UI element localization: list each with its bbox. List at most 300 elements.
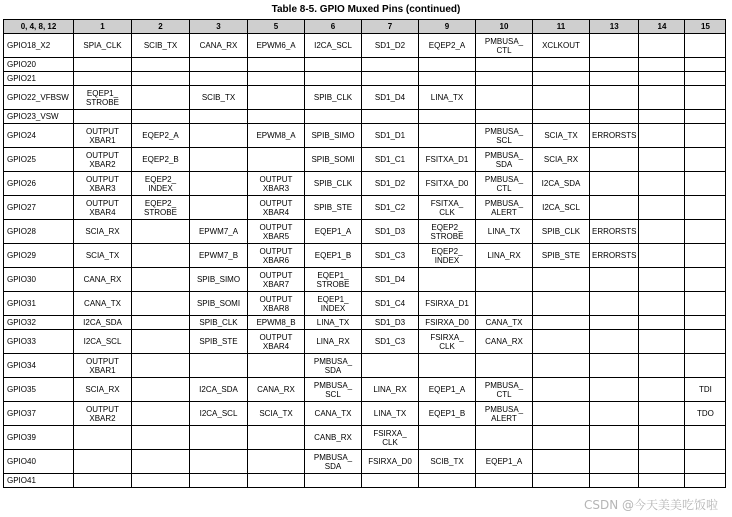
mux-function-cell: SCIA_TX xyxy=(74,244,132,268)
mux-function-cell xyxy=(590,450,639,474)
mux-function-cell: SCIB_TX xyxy=(419,450,476,474)
mux-function-cell: PMBUSA_ CTL xyxy=(476,172,533,196)
pin-name-cell: GPIO24 xyxy=(4,124,74,148)
mux-function-cell xyxy=(248,110,305,124)
mux-function-cell: FSIRXA_D1 xyxy=(419,292,476,316)
table-row xyxy=(4,474,726,488)
pin-name-cell: GPIO31 xyxy=(4,292,74,316)
mux-function-cell xyxy=(685,148,726,172)
mux-function-cell xyxy=(362,474,419,488)
table-row xyxy=(4,58,726,72)
watermark: CSDN @今天美美吃饭啦 xyxy=(583,498,718,512)
mux-function-cell: OUTPUT XBAR7 xyxy=(248,268,305,292)
mux-function-cell xyxy=(533,316,590,330)
table-row xyxy=(4,244,726,268)
mux-function-cell: SCIA_RX xyxy=(74,378,132,402)
mux-function-cell: SD1_D4 xyxy=(362,86,419,110)
column-header: 14 xyxy=(639,20,685,34)
mux-function-cell xyxy=(132,316,190,330)
mux-function-cell xyxy=(639,220,685,244)
mux-function-cell xyxy=(590,34,639,58)
mux-function-cell xyxy=(132,378,190,402)
mux-function-cell xyxy=(476,474,533,488)
mux-function-cell xyxy=(132,86,190,110)
mux-function-cell: PMBUSA_ ALERT xyxy=(476,402,533,426)
mux-function-cell xyxy=(74,450,132,474)
mux-function-cell xyxy=(639,124,685,148)
mux-function-cell: SCIB_TX xyxy=(190,86,248,110)
column-header: 1 xyxy=(74,20,132,34)
mux-function-cell xyxy=(248,450,305,474)
mux-function-cell: TDO xyxy=(685,402,726,426)
mux-function-cell: I2CA_SCL xyxy=(305,34,362,58)
mux-function-cell xyxy=(533,72,590,86)
mux-function-cell xyxy=(639,72,685,86)
mux-function-cell: PMBUSA_ ALERT xyxy=(476,196,533,220)
mux-function-cell: PMBUSA_ SDA xyxy=(476,148,533,172)
mux-function-cell xyxy=(419,58,476,72)
mux-function-cell xyxy=(533,330,590,354)
mux-function-cell xyxy=(590,474,639,488)
mux-function-cell: OUTPUT XBAR1 xyxy=(74,354,132,378)
mux-function-cell xyxy=(590,378,639,402)
mux-function-cell: SCIA_RX xyxy=(74,220,132,244)
mux-function-cell: I2CA_SDA xyxy=(74,316,132,330)
mux-function-cell: I2CA_SCL xyxy=(74,330,132,354)
mux-function-cell xyxy=(590,354,639,378)
mux-function-cell: FSIRXA_D0 xyxy=(419,316,476,330)
pin-name-cell: GPIO26 xyxy=(4,172,74,196)
mux-function-cell: SD1_C1 xyxy=(362,148,419,172)
mux-function-cell: OUTPUT XBAR1 xyxy=(74,124,132,148)
mux-function-cell xyxy=(476,292,533,316)
mux-function-cell: CANA_TX xyxy=(305,402,362,426)
mux-function-cell: EQEP1_B xyxy=(419,402,476,426)
pin-name-cell: GPIO27 xyxy=(4,196,74,220)
mux-function-cell: EQEP2_B xyxy=(132,148,190,172)
mux-function-cell xyxy=(190,58,248,72)
mux-function-cell xyxy=(639,330,685,354)
mux-function-cell xyxy=(419,110,476,124)
pin-name-cell: GPIO41 xyxy=(4,474,74,488)
mux-function-cell xyxy=(74,474,132,488)
mux-function-cell: EQEP1_ INDEX xyxy=(305,292,362,316)
mux-function-cell xyxy=(132,330,190,354)
mux-function-cell xyxy=(533,268,590,292)
mux-function-cell: SPIB_STE xyxy=(305,196,362,220)
mux-function-cell: EQEP1_B xyxy=(305,244,362,268)
mux-function-cell: EQEP1_ STROBE xyxy=(305,268,362,292)
mux-function-cell: PMBUSA_ CTL xyxy=(476,34,533,58)
mux-function-cell xyxy=(639,34,685,58)
mux-function-cell xyxy=(362,72,419,86)
mux-function-cell: CANA_TX xyxy=(74,292,132,316)
mux-function-cell: SCIA_RX xyxy=(533,148,590,172)
mux-function-cell xyxy=(590,196,639,220)
mux-function-cell: CANA_RX xyxy=(74,268,132,292)
mux-function-cell xyxy=(639,58,685,72)
mux-function-cell xyxy=(590,268,639,292)
mux-function-cell xyxy=(419,268,476,292)
mux-function-cell xyxy=(685,172,726,196)
mux-function-cell xyxy=(639,148,685,172)
mux-function-cell: OUTPUT XBAR6 xyxy=(248,244,305,268)
column-header: 13 xyxy=(590,20,639,34)
pin-name-cell: GPIO23_VSW xyxy=(4,110,74,124)
mux-function-cell xyxy=(132,426,190,450)
mux-function-cell: SPIA_CLK xyxy=(74,34,132,58)
table-row xyxy=(4,124,726,148)
mux-function-cell xyxy=(639,402,685,426)
mux-function-cell: TDI xyxy=(685,378,726,402)
mux-function-cell: FSIRXA_ CLK xyxy=(419,330,476,354)
mux-function-cell: EPWM7_B xyxy=(190,244,248,268)
mux-function-cell: ERRORSTS xyxy=(590,220,639,244)
pin-name-cell: GPIO25 xyxy=(4,148,74,172)
mux-function-cell: SD1_D4 xyxy=(362,268,419,292)
mux-function-cell xyxy=(685,474,726,488)
mux-function-cell xyxy=(639,450,685,474)
column-header: 6 xyxy=(305,20,362,34)
mux-function-cell: SPIB_CLK xyxy=(190,316,248,330)
pin-name-cell: GPIO37 xyxy=(4,402,74,426)
mux-function-cell: OUTPUT XBAR5 xyxy=(248,220,305,244)
mux-function-cell: LINA_RX xyxy=(476,244,533,268)
mux-function-cell: PMBUSA_ SCL xyxy=(305,378,362,402)
table-row xyxy=(4,316,726,330)
table-row xyxy=(4,110,726,124)
mux-function-cell: LINA_RX xyxy=(305,330,362,354)
table-row xyxy=(4,148,726,172)
mux-function-cell: PMBUSA_ SCL xyxy=(476,124,533,148)
pin-name-cell: GPIO35 xyxy=(4,378,74,402)
mux-function-cell: EPWM8_B xyxy=(248,316,305,330)
mux-function-cell: EPWM6_A xyxy=(248,34,305,58)
mux-function-cell xyxy=(74,110,132,124)
table-row xyxy=(4,172,726,196)
mux-function-cell xyxy=(476,354,533,378)
mux-function-cell xyxy=(132,72,190,86)
mux-function-cell xyxy=(685,34,726,58)
mux-function-cell xyxy=(476,110,533,124)
mux-function-cell: EQEP2_ STROBE xyxy=(419,220,476,244)
mux-function-cell: SPIB_CLK xyxy=(305,86,362,110)
mux-function-cell: SCIA_TX xyxy=(248,402,305,426)
mux-function-cell xyxy=(590,86,639,110)
column-header: 2 xyxy=(132,20,190,34)
mux-function-cell xyxy=(590,58,639,72)
mux-function-cell xyxy=(248,426,305,450)
mux-function-cell: PMBUSA_ CTL xyxy=(476,378,533,402)
mux-function-cell xyxy=(685,426,726,450)
mux-function-cell: FSITXA_D0 xyxy=(419,172,476,196)
mux-function-cell xyxy=(305,110,362,124)
mux-function-cell: EQEP2_A xyxy=(419,34,476,58)
mux-function-cell: SPIB_STE xyxy=(533,244,590,268)
mux-function-cell: PMBUSA_ SDA xyxy=(305,450,362,474)
mux-function-cell: FSITXA_D1 xyxy=(419,148,476,172)
mux-function-cell xyxy=(590,72,639,86)
mux-function-cell xyxy=(132,220,190,244)
mux-function-cell: OUTPUT XBAR4 xyxy=(248,196,305,220)
mux-function-cell xyxy=(476,268,533,292)
mux-function-cell: CANA_RX xyxy=(190,34,248,58)
pin-name-cell: GPIO40 xyxy=(4,450,74,474)
pin-name-cell: GPIO33 xyxy=(4,330,74,354)
mux-function-cell xyxy=(476,58,533,72)
mux-function-cell xyxy=(639,86,685,110)
mux-function-cell xyxy=(74,58,132,72)
mux-function-cell xyxy=(639,196,685,220)
mux-function-cell: I2CA_SCL xyxy=(190,402,248,426)
mux-function-cell: CANA_RX xyxy=(476,330,533,354)
mux-function-cell: EQEP1_A xyxy=(476,450,533,474)
mux-function-cell xyxy=(639,354,685,378)
mux-function-cell: ERRORSTS xyxy=(590,124,639,148)
mux-function-cell: EQEP2_A xyxy=(132,124,190,148)
mux-function-cell: CANA_RX xyxy=(248,378,305,402)
mux-function-cell xyxy=(590,172,639,196)
mux-function-cell xyxy=(248,86,305,110)
mux-function-cell xyxy=(590,402,639,426)
mux-function-cell: OUTPUT XBAR4 xyxy=(248,330,305,354)
mux-function-cell xyxy=(685,72,726,86)
mux-function-cell xyxy=(190,450,248,474)
table-row xyxy=(4,86,726,110)
mux-function-cell xyxy=(533,354,590,378)
mux-function-cell: SPIB_SIMO xyxy=(305,124,362,148)
mux-function-cell: ERRORSTS xyxy=(590,244,639,268)
mux-function-cell xyxy=(248,474,305,488)
mux-function-cell: OUTPUT XBAR3 xyxy=(248,172,305,196)
mux-function-cell xyxy=(590,316,639,330)
mux-function-cell xyxy=(639,244,685,268)
mux-function-cell: OUTPUT XBAR3 xyxy=(74,172,132,196)
mux-function-cell: SPIB_STE xyxy=(190,330,248,354)
mux-function-cell xyxy=(248,58,305,72)
table-row xyxy=(4,402,726,426)
table-row xyxy=(4,330,726,354)
mux-function-cell: LINA_RX xyxy=(362,378,419,402)
pin-name-cell: GPIO29 xyxy=(4,244,74,268)
mux-function-cell: LINA_TX xyxy=(362,402,419,426)
mux-function-cell xyxy=(362,58,419,72)
mux-function-cell: SPIB_CLK xyxy=(305,172,362,196)
mux-function-cell xyxy=(685,196,726,220)
mux-function-cell xyxy=(476,86,533,110)
mux-function-cell xyxy=(590,426,639,450)
table-header-row xyxy=(4,20,726,34)
column-header: 3 xyxy=(190,20,248,34)
pin-name-cell: GPIO28 xyxy=(4,220,74,244)
column-header: 0, 4, 8, 12 xyxy=(4,20,74,34)
mux-function-cell xyxy=(685,316,726,330)
mux-function-cell xyxy=(590,110,639,124)
mux-function-cell xyxy=(590,148,639,172)
mux-function-cell xyxy=(533,110,590,124)
mux-function-cell: SD1_C2 xyxy=(362,196,419,220)
mux-function-cell xyxy=(639,110,685,124)
mux-function-cell xyxy=(476,72,533,86)
mux-function-cell xyxy=(639,172,685,196)
mux-function-cell: OUTPUT XBAR2 xyxy=(74,402,132,426)
mux-function-cell: SD1_D2 xyxy=(362,172,419,196)
mux-function-cell: SD1_D3 xyxy=(362,220,419,244)
mux-function-cell xyxy=(305,474,362,488)
mux-function-cell xyxy=(305,58,362,72)
mux-function-cell xyxy=(248,354,305,378)
mux-function-cell: EPWM7_A xyxy=(190,220,248,244)
column-header: 15 xyxy=(685,20,726,34)
mux-function-cell xyxy=(419,426,476,450)
mux-function-cell: SD1_C3 xyxy=(362,330,419,354)
mux-function-cell xyxy=(533,474,590,488)
mux-function-cell: OUTPUT XBAR4 xyxy=(74,196,132,220)
mux-function-cell: SCIA_TX xyxy=(533,124,590,148)
mux-function-cell xyxy=(362,354,419,378)
mux-function-cell xyxy=(190,426,248,450)
mux-function-cell xyxy=(639,316,685,330)
mux-function-cell xyxy=(190,72,248,86)
mux-function-cell: SPIB_CLK xyxy=(533,220,590,244)
mux-function-cell xyxy=(685,86,726,110)
pin-name-cell: GPIO22_VFBSW xyxy=(4,86,74,110)
table-row xyxy=(4,378,726,402)
mux-function-cell xyxy=(305,72,362,86)
mux-function-cell xyxy=(590,330,639,354)
mux-function-cell: SPIB_SOMI xyxy=(305,148,362,172)
mux-function-cell xyxy=(685,354,726,378)
mux-function-cell: I2CA_SDA xyxy=(533,172,590,196)
mux-function-cell: LINA_TX xyxy=(476,220,533,244)
mux-function-cell: SPIB_SOMI xyxy=(190,292,248,316)
mux-function-cell: LINA_TX xyxy=(305,316,362,330)
mux-function-cell xyxy=(132,110,190,124)
mux-function-cell xyxy=(685,220,726,244)
mux-function-cell: FSITXA_ CLK xyxy=(419,196,476,220)
table-body xyxy=(4,34,726,488)
table-row xyxy=(4,196,726,220)
mux-function-cell xyxy=(533,86,590,110)
mux-function-cell xyxy=(190,148,248,172)
mux-function-cell: SD1_D1 xyxy=(362,124,419,148)
mux-function-cell xyxy=(685,58,726,72)
table-row xyxy=(4,34,726,58)
mux-function-cell xyxy=(190,124,248,148)
mux-function-cell xyxy=(419,474,476,488)
mux-function-cell xyxy=(190,172,248,196)
mux-function-cell: LINA_TX xyxy=(419,86,476,110)
mux-function-cell xyxy=(190,110,248,124)
mux-function-cell xyxy=(639,378,685,402)
mux-function-cell xyxy=(132,268,190,292)
pin-name-cell: GPIO39 xyxy=(4,426,74,450)
mux-function-cell: OUTPUT XBAR2 xyxy=(74,148,132,172)
mux-function-cell xyxy=(190,474,248,488)
mux-function-cell: FSIRXA_ CLK xyxy=(362,426,419,450)
table-row xyxy=(4,354,726,378)
table-row xyxy=(4,450,726,474)
mux-function-cell xyxy=(685,292,726,316)
mux-function-cell xyxy=(419,124,476,148)
mux-function-cell: OUTPUT XBAR8 xyxy=(248,292,305,316)
mux-function-cell xyxy=(685,330,726,354)
mux-function-cell xyxy=(132,354,190,378)
mux-function-cell xyxy=(533,58,590,72)
mux-function-cell: SD1_D2 xyxy=(362,34,419,58)
gpio-muxed-pins-table xyxy=(3,19,726,488)
mux-function-cell: EQEP1_ STROBE xyxy=(74,86,132,110)
mux-function-cell xyxy=(476,426,533,450)
mux-function-cell xyxy=(132,292,190,316)
mux-function-cell xyxy=(248,72,305,86)
column-header: 11 xyxy=(533,20,590,34)
mux-function-cell: FSIRXA_D0 xyxy=(362,450,419,474)
table-row xyxy=(4,72,726,86)
mux-function-cell xyxy=(74,72,132,86)
mux-function-cell: SPIB_SIMO xyxy=(190,268,248,292)
table-caption: Table 8-5. GPIO Muxed Pins (continued) xyxy=(271,4,461,15)
mux-function-cell xyxy=(685,268,726,292)
mux-function-cell xyxy=(190,354,248,378)
mux-function-cell xyxy=(533,450,590,474)
mux-function-cell xyxy=(362,110,419,124)
mux-function-cell: CANA_TX xyxy=(476,316,533,330)
mux-function-cell: EQEP2_ STROBE xyxy=(132,196,190,220)
pin-name-cell: GPIO30 xyxy=(4,268,74,292)
pin-name-cell: GPIO34 xyxy=(4,354,74,378)
mux-function-cell xyxy=(190,196,248,220)
mux-function-cell: EQEP1_A xyxy=(305,220,362,244)
mux-function-cell xyxy=(533,292,590,316)
mux-function-cell xyxy=(419,354,476,378)
mux-function-cell xyxy=(132,402,190,426)
table-row xyxy=(4,292,726,316)
mux-function-cell xyxy=(685,124,726,148)
table-row xyxy=(4,426,726,450)
mux-function-cell xyxy=(533,402,590,426)
pin-name-cell: GPIO18_X2 xyxy=(4,34,74,58)
mux-function-cell xyxy=(639,292,685,316)
mux-function-cell: I2CA_SDA xyxy=(190,378,248,402)
column-header: 10 xyxy=(476,20,533,34)
mux-function-cell: XCLKOUT xyxy=(533,34,590,58)
column-header: 7 xyxy=(362,20,419,34)
mux-function-cell xyxy=(639,268,685,292)
mux-function-cell xyxy=(639,474,685,488)
mux-function-cell: PMBUSA_ SDA xyxy=(305,354,362,378)
pin-name-cell: GPIO32 xyxy=(4,316,74,330)
pin-name-cell: GPIO20 xyxy=(4,58,74,72)
mux-function-cell xyxy=(685,450,726,474)
column-header: 5 xyxy=(248,20,305,34)
mux-function-cell: SD1_C3 xyxy=(362,244,419,268)
mux-function-cell: EQEP2_ INDEX xyxy=(132,172,190,196)
mux-function-cell: EQEP2_ INDEX xyxy=(419,244,476,268)
mux-function-cell xyxy=(685,244,726,268)
mux-function-cell xyxy=(533,426,590,450)
mux-function-cell: EPWM8_A xyxy=(248,124,305,148)
mux-function-cell xyxy=(639,426,685,450)
mux-function-cell: SCIB_TX xyxy=(132,34,190,58)
table-row xyxy=(4,268,726,292)
mux-function-cell: EQEP1_A xyxy=(419,378,476,402)
mux-function-cell xyxy=(132,450,190,474)
mux-function-cell xyxy=(132,474,190,488)
pin-name-cell: GPIO21 xyxy=(4,72,74,86)
mux-function-cell xyxy=(419,72,476,86)
mux-function-cell xyxy=(132,244,190,268)
